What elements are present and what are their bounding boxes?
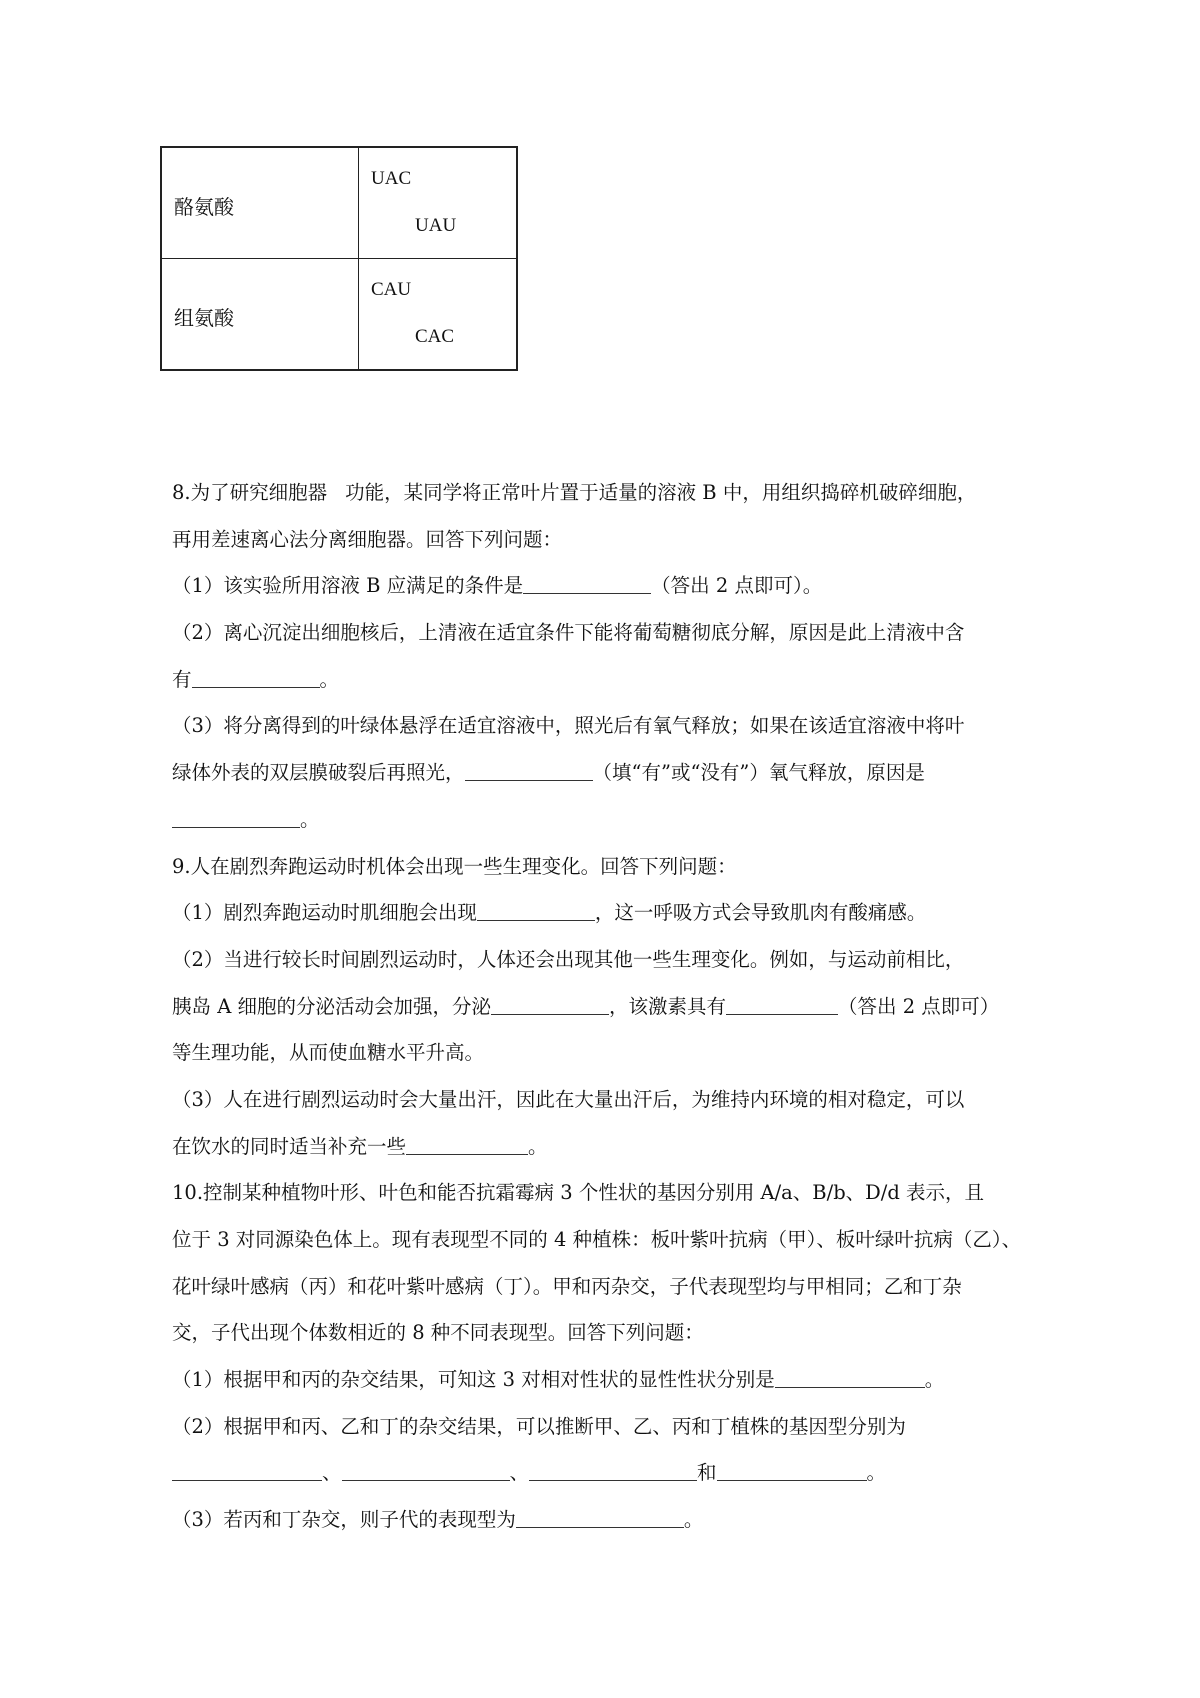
answer-blank[interactable]	[491, 990, 609, 1015]
q10-separator: 、	[322, 1461, 342, 1485]
q10-part3-text: （3）若丙和丁杂交，则子代的表现型为	[172, 1508, 516, 1532]
q9-part2-text: （答出 2 点即可）	[838, 994, 1000, 1018]
answer-blank[interactable]	[516, 1503, 684, 1528]
q10-intro: 10.控制某种植物叶形、叶色和能否抗霜霉病 3 个性状的基因分别用 A/a、B/b、D/d 表示，且	[172, 1181, 985, 1205]
q10-intro-line2: 位于 3 对同源染色体上。现有表现型不同的 4 种植株：板叶紫叶抗病（甲）、板叶绿叶抗病（乙）、	[172, 1228, 1022, 1251]
answer-blank[interactable]	[523, 569, 651, 594]
q10-part3-text: 。	[683, 1508, 704, 1532]
q10-separator: 、	[509, 1461, 530, 1485]
q9-part2-text: 胰岛 A 细胞的分泌活动会加强，分泌	[172, 994, 491, 1018]
q10-part1	[172, 1357, 1042, 1404]
q9-part1-text: ，这一呼吸方式会导致肌肉有酸痛感。	[594, 901, 927, 925]
table-row	[161, 147, 517, 259]
amino-acid-cell	[161, 259, 359, 371]
q9-part3-text: 在饮水的同时适当补充一些	[172, 1134, 407, 1158]
answer-blank[interactable]	[726, 990, 838, 1015]
answer-blank[interactable]	[192, 663, 320, 688]
answer-blank[interactable]	[775, 1363, 925, 1388]
codon: UAU	[415, 215, 457, 236]
q8-part2-text: 。	[319, 667, 340, 691]
answer-blank[interactable]	[172, 1456, 322, 1481]
q8-part3-line3	[172, 797, 1042, 844]
q8-part1-text: （1）该实验所用溶液 B 应满足的条件是	[172, 574, 524, 598]
q8-part1-text: （答出 2 点即可）。	[651, 574, 823, 598]
answer-blank[interactable]	[529, 1456, 697, 1481]
q9-part1-text: （1）剧烈奔跑运动时肌细胞会出现	[172, 901, 477, 925]
q8-part3-line2	[172, 750, 1042, 797]
q10-part2-line2	[172, 1450, 1042, 1497]
q9-intro: 9.人在剧烈奔跑运动时机体会出现一些生理变化。回答下列问题：	[172, 854, 737, 878]
codon-table	[160, 146, 518, 371]
amino-acid-cell	[161, 147, 359, 259]
q9-part2-text: ，该激素具有	[608, 994, 726, 1018]
answer-blank[interactable]	[477, 896, 595, 921]
q9-part1	[172, 890, 1042, 937]
q8-part2-line2	[172, 657, 1042, 704]
q9-part2-line3: 等生理功能，从而使血糖水平升高。	[172, 1041, 485, 1065]
q9-part3: （3）人在进行剧烈运动时会大量出汗，因此在大量出汗后，为维持内环境的相对稳定，可以	[172, 1087, 965, 1111]
q8-part3-text: （填“有”或“没有”）氧气释放，原因是	[592, 761, 925, 785]
q10-part3	[172, 1497, 1042, 1544]
q8-part1	[172, 563, 1042, 610]
q8-intro	[172, 470, 1042, 517]
amino-acid-name: 组氨酸	[174, 306, 234, 330]
q8-intro-line2: 再用差速离心法分离细胞器。回答下列问题：	[172, 527, 563, 551]
amino-acid-name: 酪氨酸	[174, 195, 234, 219]
q10-part1-text: 。	[924, 1368, 945, 1392]
q10-separator: 和	[697, 1461, 717, 1485]
q8-part2: （2）离心沉淀出细胞核后，上清液在适宜条件下能将葡萄糖彻底分解，原因是此上清液中含	[172, 621, 965, 645]
codon: CAU	[371, 279, 412, 300]
q9-part3-text: 。	[528, 1134, 548, 1158]
codon-cell	[359, 259, 518, 371]
answer-blank[interactable]	[465, 756, 593, 781]
q9-part2-line2	[172, 984, 1042, 1031]
q8-intro-text: 8.为了研究细胞器	[172, 481, 328, 504]
q8-part3-text: 绿体外表的双层膜破裂后再照光，	[172, 761, 465, 785]
codon-cell	[359, 147, 518, 259]
q10-intro-line3: 花叶绿叶感病（丙）和花叶紫叶感病（丁）。甲和丙杂交，子代表现型均与甲相同；乙和丁杂	[172, 1274, 962, 1298]
answer-blank[interactable]	[717, 1456, 867, 1481]
q9-part3-line2	[172, 1124, 1042, 1171]
q8-part2-text: 有	[172, 667, 192, 691]
q8-part3: （3）将分离得到的叶绿体悬浮在适宜溶液中，照光后有氧气释放；如果在该适宜溶液中将叶	[172, 714, 965, 738]
q10-separator: 。	[866, 1461, 887, 1485]
answer-blank[interactable]	[342, 1456, 510, 1481]
question-content	[172, 470, 1042, 1544]
q10-part2: （2）根据甲和丙、乙和丁的杂交结果，可以推断甲、乙、丙和丁植株的基因型分别为	[172, 1414, 906, 1438]
q8-part3-text: 。	[300, 807, 320, 831]
codon: UAC	[371, 168, 412, 189]
answer-blank[interactable]	[406, 1130, 528, 1155]
q9-part2: （2）当进行较长时间剧烈运动时，人体还会出现其他一些生理变化。例如，与运动前相比，	[172, 947, 965, 971]
q8-intro-text: 功能，某同学将正常叶片置于适量的溶液 B 中，用组织捣碎机破碎细胞，	[345, 481, 977, 504]
codon: CAC	[415, 326, 455, 347]
table-row	[161, 259, 517, 371]
q10-part1-text: （1）根据甲和丙的杂交结果，可知这 3 对相对性状的显性性状分别是	[172, 1368, 775, 1392]
q10-intro-line4: 交，子代出现个体数相近的 8 种不同表现型。回答下列问题：	[172, 1321, 704, 1345]
answer-blank[interactable]	[172, 803, 300, 828]
